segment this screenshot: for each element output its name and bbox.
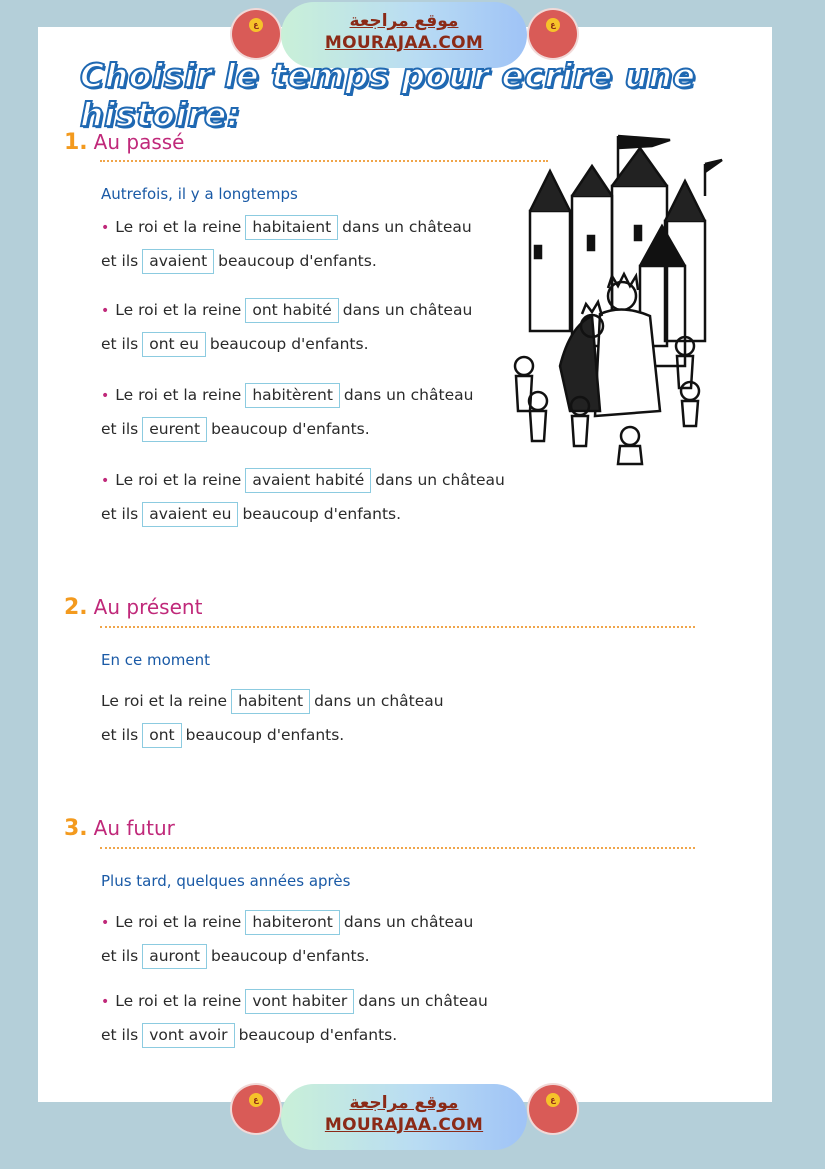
section-subheading: Plus tard, quelques années après	[101, 872, 351, 890]
verb-box: ont	[142, 723, 181, 748]
sentence-line: et ils ont beaucoup d'enfants.	[101, 723, 344, 748]
verb-box: avaient	[142, 249, 214, 274]
verb-box: ont eu	[142, 332, 206, 357]
section-subheading: En ce moment	[101, 651, 211, 669]
logo-badge-bottom-right: ع	[529, 1085, 577, 1133]
verb-box: avaient eu	[142, 502, 238, 527]
sentence-line: • Le roi et la reine avaient habité dans un château	[101, 468, 505, 493]
section-heading-past: 1. Au passé	[64, 130, 185, 155]
verb-box: auront	[142, 944, 207, 969]
sentence-line: • Le roi et la reine vont habiter dans un château	[101, 989, 488, 1014]
watermark-site: MOURAJAA.COM	[324, 33, 484, 53]
sentence-line: et ils auront beaucoup d'enfants.	[101, 944, 370, 969]
verb-box: avaient habité	[245, 468, 371, 493]
sentence-line: et ils vont avoir beaucoup d'enfants.	[101, 1023, 397, 1048]
verb-box: habitaient	[245, 215, 338, 240]
section-divider	[100, 847, 695, 849]
section-heading-present: 2. Au présent	[64, 595, 203, 620]
sentence-line: Le roi et la reine habitent dans un château	[101, 689, 444, 714]
watermark-arabic: موقع مراجعة	[349, 11, 459, 31]
sentence-line: • Le roi et la reine ont habité dans un château	[101, 298, 472, 323]
page-title: Choisir le temps pour ecrire une histoire:	[80, 56, 696, 134]
section-divider	[100, 160, 548, 162]
watermark-banner-bottom[interactable]	[281, 1084, 527, 1150]
sentence-line: • Le roi et la reine habiteront dans un château	[101, 910, 473, 935]
verb-box: ont habité	[245, 298, 338, 323]
sentence-line: • Le roi et la reine habitèrent dans un château	[101, 383, 473, 408]
sentence-line: et ils ont eu beaucoup d'enfants.	[101, 332, 369, 357]
verb-box: habitèrent	[245, 383, 340, 408]
section-heading-future: 3. Au futur	[64, 816, 175, 841]
section-divider	[100, 626, 695, 628]
sentence-line: • Le roi et la reine habitaient dans un château	[101, 215, 472, 240]
castle-illustration	[500, 126, 725, 471]
verb-box: habiteront	[245, 910, 340, 935]
sentence-line: et ils avaient beaucoup d'enfants.	[101, 249, 377, 274]
sentence-line: et ils avaient eu beaucoup d'enfants.	[101, 502, 401, 527]
logo-badge-bottom-left: ع	[232, 1085, 280, 1133]
logo-badge-top-left: ع	[232, 10, 280, 58]
logo-badge-top-right: ع	[529, 10, 577, 58]
sentence-line: et ils eurent beaucoup d'enfants.	[101, 417, 370, 442]
verb-box: habitent	[231, 689, 310, 714]
verb-box: vont avoir	[142, 1023, 234, 1048]
verb-box: eurent	[142, 417, 207, 442]
verb-box: vont habiter	[245, 989, 354, 1014]
watermark-arabic: موقع مراجعة	[349, 1093, 459, 1113]
section-subheading: Autrefois, il y a longtemps	[101, 185, 298, 203]
watermark-site: MOURAJAA.COM	[324, 1115, 484, 1135]
